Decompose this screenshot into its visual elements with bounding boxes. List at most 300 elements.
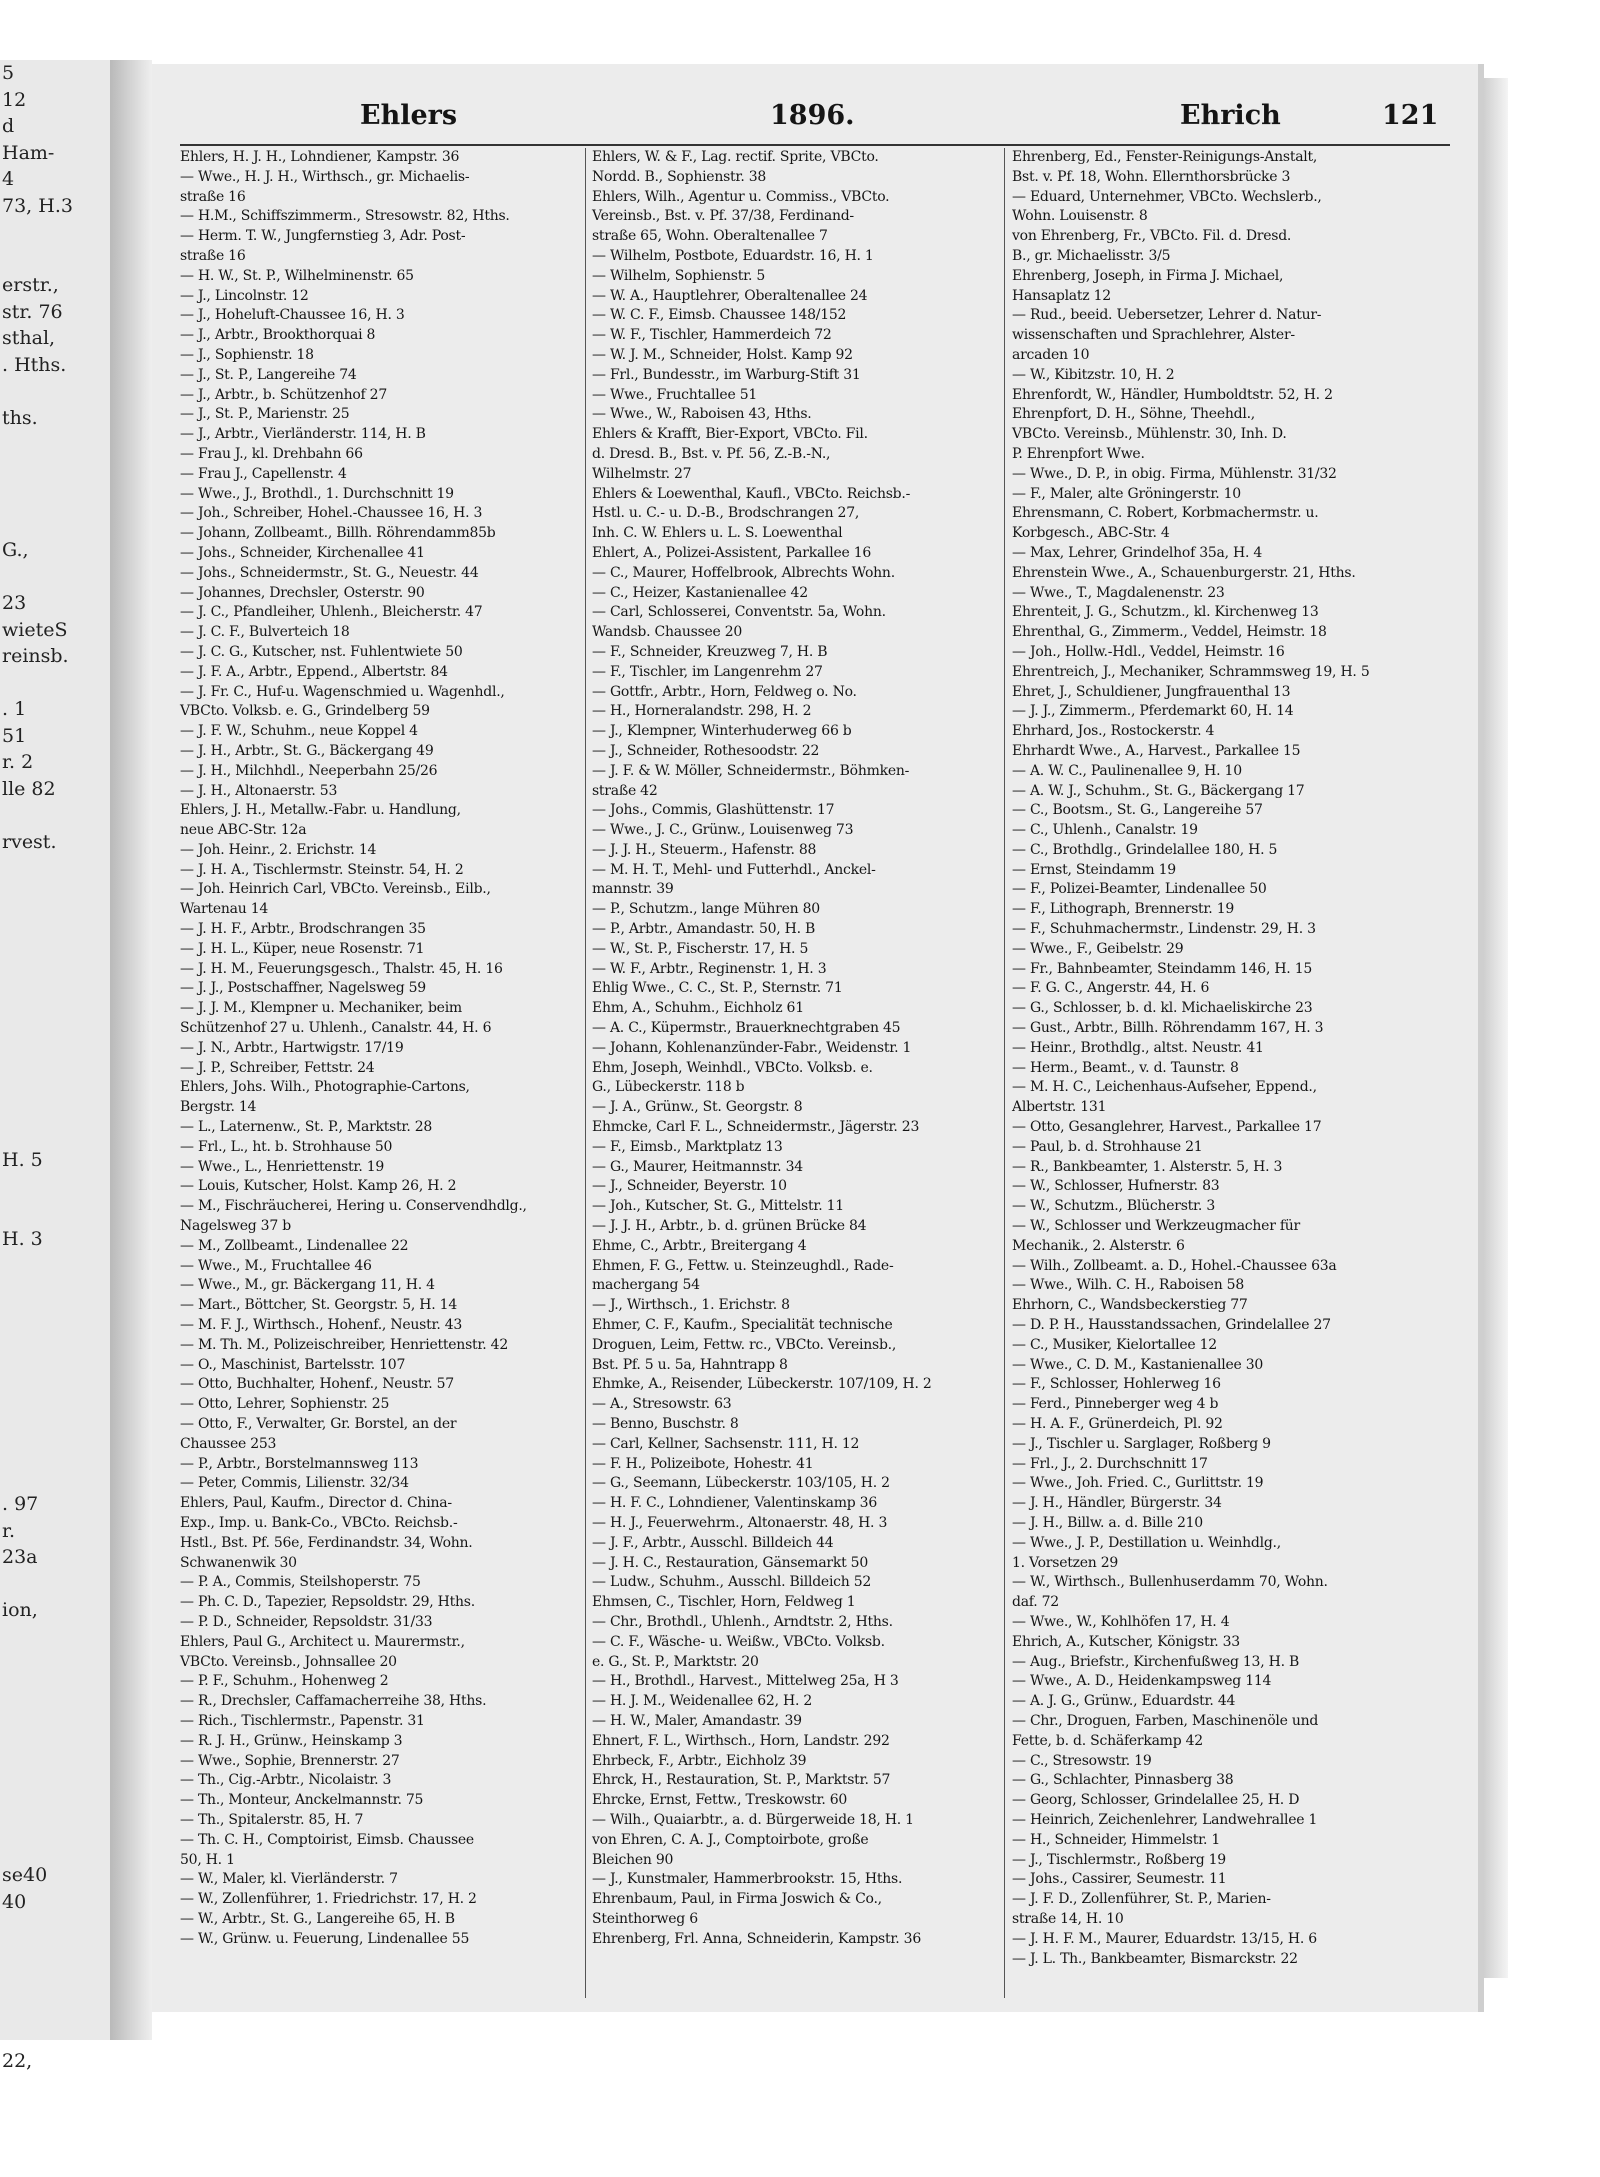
previous-page-fragment: 22, [2,2049,33,2072]
directory-entry-line: — G., Schlosser, b. d. kl. Michaeliskirche 23 [1012,1000,1313,1017]
directory-entry-line: daf. 72 [1012,1594,1059,1611]
previous-page-fragment [0,1942,110,1969]
directory-entry-line: — Wwe., W., Kohlhöfen 17, H. 4 [1012,1613,1230,1630]
directory-entry-line: — H., Brothdl., Harvest., Mittelweg 25a, H 3 [592,1673,899,1690]
directory-entry-line: — J. J. M., Klempner u. Mechaniker, beim [180,1000,462,1017]
directory-entry-line: — J., Klempner, Winterhuderweg 66 b [592,723,852,740]
previous-page-fragment [0,1385,110,1412]
directory-entry-line: Ehlers, H. J. H., Lohndiener, Kampstr. 36 [180,149,460,165]
directory-entry-line: Ehrenberg, Joseph, in Firma J. Michael, [1012,267,1284,284]
directory-entry-line: — Wwe., Sophie, Brennerstr. 27 [180,1752,400,1769]
previous-page-fragment [0,378,110,405]
directory-entry-line: — Ferd., Pinneberger weg 4 b [1012,1396,1219,1413]
directory-entry-line: — Joh., Schreiber, Hohel.-Chaussee 16, H. 3 [180,505,483,522]
directory-entry-line: — J. A., Grünw., St. Georgstr. 8 [592,1099,803,1116]
previous-page-fragment: 4 [2,168,15,190]
directory-entry-line: — Herm., Beamt., v. d. Taunstr. 8 [1012,1059,1239,1076]
directory-entry-line: Mechanik., 2. Alsterstr. 6 [1012,1237,1185,1254]
directory-entry-line: — M. F. J., Wirthsch., Hohenf., Neustr. 43 [180,1317,463,1334]
directory-entry-line: — H. J., Feuerwehrm., Altonaerstr. 48, H. 3 [592,1514,888,1531]
directory-entry-line: — W., Schlosser und Werkzeugmacher für [1012,1218,1300,1235]
directory-entry-line: — J., Kunstmaler, Hammerbrookstr. 15, Hths. [592,1871,903,1888]
previous-page-fragment: reinsb. [2,645,69,667]
directory-entry-line: — M., Zollbeamt., Lindenallee 22 [180,1237,409,1254]
directory-entry-line: Ehm, A., Schuhm., Eichholz 61 [592,1000,804,1017]
directory-entry-line: neue ABC-Str. 12a [180,822,307,839]
previous-page-fragment [0,1332,110,1359]
directory-entry-line: straße 16 [180,188,246,205]
previous-page-fragment [0,908,110,935]
previous-page-fragment [0,1968,110,1995]
directory-entry-line: — R., Drechsler, Caffamacherreihe 38, Hths. [180,1693,487,1710]
directory-entry-line: — Louis, Kutscher, Holst. Kamp 26, H. 2 [180,1178,457,1195]
directory-entry-line: Ehnert, F. L., Wirthsch., Horn, Landstr. 292 [592,1732,890,1749]
previous-page-fragment [0,1173,110,1200]
directory-entry-line: — P. D., Schneider, Repsoldstr. 31/33 [180,1613,433,1630]
directory-entry-line: Ehm, Joseph, Weinhdl., VBCto. Volksb. e. [592,1059,873,1076]
directory-entry-line: Wohn. Louisenstr. 8 [1012,208,1148,225]
directory-entry-line: — Th., Spitalerstr. 85, H. 7 [180,1811,364,1828]
directory-entry-line: Ehlers, J. H., Metallw.-Fabr. u. Handlung, [180,802,461,819]
directory-entry-line: — A. W. C., Paulinenallee 9, H. 10 [1012,762,1242,779]
directory-entry-line: Ehlig Wwe., C. C., St. P., Sternstr. 71 [592,980,843,997]
directory-entry-line: 50, H. 1 [180,1851,235,1868]
directory-entry-line: — Wwe., H. J. H., Wirthsch., gr. Michaelis- [180,168,470,185]
directory-entry-line: — Wwe., J. C., Grünw., Louisenweg 73 [592,822,854,839]
directory-entry-line: — J. H. L., Küper, neue Rosenstr. 71 [180,940,425,957]
directory-entry-line: — Th., Monteur, Anckelmannstr. 75 [180,1792,424,1809]
column-middle [592,148,992,1998]
directory-entry-line: — Rich., Tischlermstr., Papenstr. 31 [180,1712,425,1729]
previous-page-fragment: . Hths. [2,353,67,376]
previous-page-fragment: 40 [2,1890,27,1913]
directory-entry-line: — J., Hoheluft-Chaussee 16, H. 3 [180,307,405,324]
directory-entry-line: — Wwe., Wilh. C. H., Raboisen 58 [1012,1277,1244,1294]
directory-entry-line: — O., Maschinist, Bartelsstr. 107 [180,1356,406,1373]
previous-page-fragment [0,1094,110,1121]
directory-entry-line: — J., Schneider, Rothesoodstr. 22 [592,742,820,759]
directory-entry-line: Ehrenfordt, W., Händler, Humboldtstr. 52, H. 2 [1012,386,1333,403]
column-right [1012,148,1422,1998]
directory-entry-line: — Wwe., J. P., Destillation u. Weinhdlg., [1012,1534,1281,1551]
directory-entry-line: Inh. C. W. Ehlers u. L. S. Loewenthal [592,525,843,542]
previous-page-fragment [0,1041,110,1068]
directory-entry-line: — Otto, F., Verwalter, Gr. Borstel, an der [180,1416,457,1432]
directory-entry-line: Hstl., Bst. Pf. 56e, Ferdinandstr. 34, Wohn. [180,1534,473,1551]
directory-entry-line: — Frl., Bundesstr., im Warburg-Stift 31 [592,366,861,383]
directory-entry-line: Ehrhard, Jos., Rostockerstr. 4 [1012,723,1215,740]
directory-entry-line: — Heinrich, Zeichenlehrer, Landwehrallee 1 [1012,1811,1318,1828]
directory-entry-line: Ehrenbaum, Paul, in Firma Joswich & Co., [592,1891,882,1908]
directory-entry-line: — Wilhelm, Postbote, Eduardstr. 16, H. 1 [592,247,874,264]
column-left [180,148,575,1998]
directory-entry-line: — Wwe., W., Raboisen 43, Hths. [592,406,812,423]
directory-entry-line: — C., Brothdlg., Grindelallee 180, H. 5 [1012,841,1278,858]
directory-entry-line: — F., Schneider, Kreuzweg 7, H. B [592,643,828,660]
directory-entry-line: — J., Arbtr., Brookthorquai 8 [180,327,376,344]
directory-entry-line: — H.M., Schiffszimmerm., Stresowstr. 82, Hths. [180,208,510,225]
directory-entry-line: — J., Arbtr., Vierländerstr. 114, H. B [180,426,426,443]
previous-page-fragment: se40 [2,1864,48,1886]
directory-entry-line: — J. J. H., Arbtr., b. d. grünen Brücke 84 [592,1218,867,1235]
directory-entry-line: — Benno, Buschstr. 8 [592,1416,739,1432]
directory-entry-line: — Joh., Hollw.-Hdl., Veddel, Heimstr. 16 [1012,643,1285,660]
book-gutter [110,60,152,2040]
directory-entry-line: — J. J., Postschaffner, Nagelsweg 59 [180,980,426,997]
directory-entry-line: — P. F., Schuhm., Hohenweg 2 [180,1673,389,1690]
directory-entry-line: — G., Seemann, Lübeckerstr. 103/105, H. 2 [592,1475,890,1492]
directory-entry-line: — Aug., Briefstr., Kirchenfußweg 13, H. B [1012,1653,1300,1670]
directory-entry-line: — Chr., Droguen, Farben, Maschinenöle und [1012,1712,1319,1729]
previous-page-fragment [0,1465,110,1492]
directory-entry-line: — W. F., Arbtr., Reginenstr. 1, H. 3 [592,960,827,977]
directory-entry-line: Albertstr. 131 [1012,1099,1107,1116]
directory-entry-line: — Frau J., kl. Drehbahn 66 [180,445,363,462]
directory-entry-line: — Johs., Commis, Glashüttenstr. 17 [592,802,835,819]
directory-entry-line: — Th., Cig.-Arbtr., Nicolaistr. 3 [180,1772,392,1789]
directory-entry-line: — Frl., L., ht. b. Strohhause 50 [180,1138,393,1155]
previous-page-fragment: rvest. [2,830,57,853]
directory-entry-line: — J. J., Zimmerm., Pferdemarkt 60, H. 14 [1012,703,1294,720]
directory-entry-line: — J., Arbtr., b. Schützenhof 27 [180,386,387,403]
header-year: 1896. [770,100,855,131]
directory-entry-line: — W. J. M., Schneider, Holst. Kamp 92 [592,346,853,363]
directory-entry-line: — J. H. A., Tischlermstr. Steinstr. 54, H. 2 [180,861,464,878]
directory-entry-line: — Otto, Gesanglehrer, Harvest., Parkallee 17 [1012,1119,1322,1136]
previous-page-fragment [0,988,110,1015]
directory-entry-line: — R. J. H., Grünw., Heinskamp 3 [180,1732,403,1749]
previous-page-fragment [0,855,110,882]
directory-entry-line: — J., Tischlermstr., Roßberg 19 [1012,1851,1226,1868]
directory-entry-line: — W., St. P., Fischerstr. 17, H. 5 [592,940,809,957]
previous-page-fragment [0,1995,110,2022]
directory-entry-line: — Johs., Cassirer, Seumestr. 11 [1012,1871,1227,1888]
previous-page-fragment: d [2,115,15,137]
previous-page-fragment [0,1412,110,1439]
directory-entry-line: straße 42 [592,782,658,799]
directory-entry-line: — H., Schneider, Himmelstr. 1 [1012,1831,1221,1848]
directory-entry-line: — Chr., Brothdl., Uhlenh., Arndtstr. 2, Hths. [592,1613,893,1630]
directory-entry-line: — Th. C. H., Comptoirist, Eimsb. Chaussee [180,1831,474,1848]
directory-entry-line: — J. C., Pfandleiher, Uhlenh., Bleicherstr. 47 [180,604,483,621]
previous-page-fragment: 73, H.3 [2,194,73,217]
previous-page-fragment: 23a [2,1546,38,1568]
directory-entry-line: von Ehrenberg, Fr., VBCto. Fil. d. Dresd. [1012,228,1292,245]
directory-entry-line: — F. H., Polizeibote, Hohestr. 41 [592,1455,814,1472]
directory-entry-line: — J. H., Billw. a. d. Bille 210 [1012,1514,1203,1531]
directory-entry-line: Ehmcke, Carl F. L., Schneidermstr., Jägerstr. 23 [592,1119,920,1136]
directory-entry-line: — W., Wirthsch., Bullenhuserdamm 70, Wohn. [1012,1574,1328,1591]
directory-entry-line: — J. C. G., Kutscher, nst. Fuhlentwiete 50 [180,643,463,660]
previous-page-fragment [0,935,110,962]
directory-entry-line: P. Ehrenpfort Wwe. [1012,445,1145,462]
directory-entry-line: — J., Lincolnstr. 12 [180,287,309,304]
previous-page-fragment [0,1756,110,1783]
directory-entry-line: — W., Arbtr., St. G., Langereihe 65, H. B [180,1910,455,1927]
directory-entry-line: — Max, Lehrer, Grindelhof 35a, H. 4 [1012,544,1263,561]
directory-entry-line: — P., Schutzm., lange Mühren 80 [592,901,820,918]
previous-page-fragment [0,2021,110,2048]
directory-entry-line: — F., Polizei-Beamter, Lindenallee 50 [1012,881,1267,898]
directory-entry-line: Ehrenstein Wwe., A., Schauenburgerstr. 21, Hths. [1012,564,1356,581]
directory-entry-line: Ehrentreich, J., Mechaniker, Schrammsweg 19, H. 5 [1012,663,1370,680]
previous-page-fragment [0,882,110,909]
directory-entry-line: — P., Arbtr., Amandastr. 50, H. B [592,921,816,938]
directory-entry-line: Ehrbeck, F., Arbtr., Eichholz 39 [592,1752,807,1769]
previous-page-fragment [0,1067,110,1094]
previous-page-fragment [0,511,110,538]
directory-entry-line: Ehlers, Paul G., Architect u. Maurermstr., [180,1633,465,1650]
directory-entry-line: VBCto. Vereinsb., Johnsallee 20 [180,1653,397,1670]
directory-entry-line: — C., Uhlenh., Canalstr. 19 [1012,822,1198,839]
directory-entry-line: — Frl., J., 2. Durchschnitt 17 [1012,1455,1208,1472]
directory-entry-line: Ehlers, Johs. Wilh., Photographie-Cartons, [180,1079,470,1096]
directory-entry-line: — W. F., Tischler, Hammerdeich 72 [592,327,832,344]
page-number: 121 [1382,100,1439,131]
previous-page-fragment [0,431,110,458]
directory-entry-line: — W., Schutzm., Blücherstr. 3 [1012,1198,1215,1215]
directory-entry-line: — M. H. T., Mehl- und Futterhdl., Anckel- [592,861,876,878]
directory-entry-line: — W. C. F., Eimsb. Chaussee 148/152 [592,307,847,324]
directory-entry-line: — Johann, Kohlenanzünder-Fabr., Weidenstr. 1 [592,1039,912,1056]
directory-entry-line: — J. H., Händler, Bürgerstr. 34 [1012,1495,1222,1512]
directory-entry-line: — R., Bankbeamter, 1. Alsterstr. 5, H. 3 [1012,1158,1283,1175]
directory-entry-line: Bst. v. Pf. 18, Wohn. Ellernthorsbrücke 3 [1012,168,1291,185]
directory-entry-line: — H. A. F., Grünerdeich, Pl. 92 [1012,1416,1223,1432]
directory-entry-line: Ehlers, Paul, Kaufm., Director d. China- [180,1495,452,1512]
directory-entry-line: Ehmer, C. F., Kaufm., Specialität technische [592,1317,893,1334]
directory-entry-line: — J. P., Schreiber, Fettstr. 24 [180,1059,375,1076]
directory-entry-line: Ehmke, A., Reisender, Lübeckerstr. 107/109, H. 2 [592,1376,932,1393]
previous-page-fragment: 5 [2,62,15,84]
directory-entry-line: Wartenau 14 [180,901,269,918]
directory-entry-line: — Otto, Buchhalter, Hohenf., Neustr. 57 [180,1376,454,1393]
directory-entry-line: — W. A., Hauptlehrer, Oberaltenallee 24 [592,287,868,304]
directory-entry-line: — H. F. C., Lohndiener, Valentinskamp 36 [592,1495,877,1512]
directory-entry-line: — J. F., Arbtr., Ausschl. Billdeich 44 [592,1534,834,1551]
directory-page [152,64,1484,2012]
directory-entry-line: Wandsb. Chaussee 20 [592,624,743,641]
directory-entry-line: e. G., St. P., Marktstr. 20 [592,1653,759,1670]
directory-entry-line: — Ph. C. D., Tapezier, Repsoldstr. 29, Hths. [180,1594,475,1611]
directory-entry-line: — Wwe., M., Fruchtallee 46 [180,1257,372,1274]
previous-page-fragment: G., [2,539,29,561]
previous-page-fragment [0,484,110,511]
directory-entry-line: Hansaplatz 12 [1012,287,1111,304]
directory-entry-line: — F., Schuhmachermstr., Lindenstr. 29, H. 3 [1012,921,1316,938]
directory-entry-line: — F., Eimsb., Marktplatz 13 [592,1138,783,1155]
directory-entry-line: — Fr., Bahnbeamter, Steindamm 146, H. 15 [1012,960,1313,977]
directory-entry-line: straße 16 [180,247,246,264]
directory-entry-line: — J. N., Arbtr., Hartwigstr. 17/19 [180,1039,404,1056]
directory-entry-line: Ehrenteit, J. G., Schutzm., kl. Kirchenweg 13 [1012,604,1319,621]
directory-entry-line: — Wilh., Zollbeamt. a. D., Hohel.-Chaussee 63a [1012,1257,1337,1274]
directory-entry-line: von Ehren, C. A. J., Comptoirbote, große [592,1831,869,1848]
directory-entry-line: — J. C. F., Bulverteich 18 [180,624,350,641]
directory-entry-line: — F., Lithograph, Brennerstr. 19 [1012,901,1235,918]
directory-entry-line: — J., Tischler u. Sarglager, Roßberg 9 [1012,1435,1271,1452]
directory-entry-line: — J. H. C., Restauration, Gänsemarkt 50 [592,1554,868,1571]
directory-entry-line: — Carl, Kellner, Sachsenstr. 111, H. 12 [592,1435,860,1452]
directory-entry-line: — J. H. M., Feuerungsgesch., Thalstr. 45, H. 16 [180,960,503,977]
directory-entry-line: — C., Bootsm., St. G., Langereihe 57 [1012,802,1263,819]
directory-entry-line: Ehlers & Loewenthal, Kaufl., VBCto. Reichsb.- [592,485,911,502]
directory-entry-line: — D. P. H., Hausstandssachen, Grindelallee 27 [1012,1317,1331,1334]
directory-entry-line: — Wwe., J., Brothdl., 1. Durchschnitt 19 [180,485,454,502]
directory-entry-line: Hstl. u. C.- u. D.-B., Brodschrangen 27, [592,505,860,522]
previous-page-fragment: lle 82 [2,777,56,800]
previous-page-fragment [0,1200,110,1227]
directory-entry-line: Ehrenberg, Frl. Anna, Schneiderin, Kampstr. 36 [592,1930,921,1947]
previous-page-fragment [0,1730,110,1757]
directory-entry-line: — Eduard, Unternehmer, VBCto. Wechslerb., [1012,188,1322,205]
previous-page-fragment [0,1359,110,1386]
directory-entry-line: Bleichen 90 [592,1851,674,1868]
previous-page-fragment: 23 [2,592,27,614]
directory-entry-line: — J., St. P., Marienstr. 25 [180,406,350,423]
directory-entry-line: — L., Laternenw., St. P., Marktstr. 28 [180,1119,433,1136]
directory-entry-line: G., Lübeckerstr. 118 b [592,1079,745,1096]
directory-entry-line: Schwanenwik 30 [180,1554,297,1571]
directory-entry-line: — J., Sophienstr. 18 [180,346,314,363]
directory-entry-line: Korbgesch., ABC-Str. 4 [1012,525,1170,542]
directory-entry-line: Ehrich, A., Kutscher, Königstr. 33 [1012,1633,1240,1650]
directory-entry-line: — H. W., St. P., Wilhelminenstr. 65 [180,267,414,284]
directory-entry-line: — J. F. D., Zollenführer, St. P., Marien- [1012,1891,1271,1908]
directory-entry-line: — F., Tischler, im Langenrehm 27 [592,663,823,680]
directory-entry-line: — Frau J., Capellenstr. 4 [180,465,347,482]
directory-entry-line: machergang 54 [592,1277,700,1294]
directory-entry-line: straße 14, H. 10 [1012,1910,1124,1927]
directory-entry-line: — H. W., Maler, Amandastr. 39 [592,1712,802,1729]
directory-entry-line: — C., Maurer, Hoffelbrook, Albrechts Wohn. [592,564,895,581]
header-right-keyword: Ehrich [1180,100,1281,131]
previous-page-fragment: H. 5 [2,1148,43,1171]
directory-entry-line: — J. F. A., Arbtr., Eppend., Albertstr. 84 [180,663,448,680]
previous-page-fragment: sthal, [2,327,56,349]
directory-entry-line: Ehrhardt Wwe., A., Harvest., Parkallee 15 [1012,742,1301,759]
directory-entry-line: Ehmen, F. G., Fettw. u. Steinzeughdl., Rade- [592,1257,894,1274]
directory-entry-line: Exp., Imp. u. Bank-Co., VBCto. Reichsb.- [180,1514,458,1531]
directory-entry-line: Ehrhorn, C., Wandsbeckerstieg 77 [1012,1297,1248,1314]
directory-entry-line: — Ernst, Steindamm 19 [1012,861,1176,878]
directory-entry-line: — C., Musiker, Kielortallee 12 [1012,1336,1217,1353]
directory-entry-line: — A. C., Küpermstr., Brauerknechtgraben 45 [592,1020,901,1037]
directory-entry-line: — Johannes, Drechsler, Osterstr. 90 [180,584,425,601]
running-header [180,100,1450,146]
directory-entry-line: Droguen, Leim, Fettw. rc., VBCto. Vereinsb., [592,1336,897,1353]
directory-entry-line: — J. H. F., Arbtr., Brodschrangen 35 [180,921,426,938]
directory-entry-line: 1. Vorsetzen 29 [1012,1554,1119,1571]
previous-page-fragment [0,564,110,591]
directory-entry-line: — Johs., Schneidermstr., St. G., Neuestr. 44 [180,564,479,581]
directory-entry-line: — H. J. M., Weidenallee 62, H. 2 [592,1693,812,1710]
directory-entry-line: Vereinsb., Bst. v. Pf. 37/38, Ferdinand- [592,208,854,225]
previous-page-fragment [0,1677,110,1704]
directory-entry-line: — G., Maurer, Heitmannstr. 34 [592,1158,803,1175]
directory-entry-line: — J. H., Arbtr., St. G., Bäckergang 49 [180,742,434,759]
directory-entry-line: — J. H., Altonaerstr. 53 [180,782,338,799]
directory-entry-line: — G., Schlachter, Pinnasberg 38 [1012,1772,1234,1789]
directory-entry-line: Nordd. B., Sophienstr. 38 [592,168,767,185]
directory-entry-line: wissenschaften und Sprachlehrer, Alster- [1012,327,1295,344]
directory-entry-line: VBCto. Vereinsb., Mühlenstr. 30, Inh. D. [1012,426,1287,443]
directory-entry-line: — J. L. Th., Bankbeamter, Bismarckstr. 22 [1012,1950,1298,1967]
directory-entry-line: — Joh. Heinrich Carl, VBCto. Vereinsb., Eilb., [180,881,491,898]
directory-entry-line: — Carl, Schlosserei, Conventstr. 5a, Wohn. [592,604,886,621]
directory-entry-line: Fette, b. d. Schäferkamp 42 [1012,1732,1203,1749]
directory-entry-line: — W., Schlosser, Hufnerstr. 83 [1012,1178,1220,1195]
directory-entry-line: — M. Th. M., Polizeischreiber, Henriettenstr. 42 [180,1336,508,1353]
directory-entry-line: — Heinr., Brothdlg., altst. Neustr. 41 [1012,1039,1264,1056]
directory-entry-line: VBCto. Volksb. e. G., Grindelberg 59 [180,703,430,720]
directory-entry-line: Ehrck, H., Restauration, St. P., Marktstr. 57 [592,1772,891,1789]
directory-entry-line: — Wilh., Quaiarbtr., a. d. Bürgerweide 18, H. 1 [592,1811,914,1828]
directory-entry-line: — J. F. W., Schuhm., neue Koppel 4 [180,723,418,740]
directory-entry-line: — F., Maler, alte Gröningerstr. 10 [1012,485,1241,502]
directory-entry-line: — Mart., Böttcher, St. Georgstr. 5, H. 14 [180,1297,457,1314]
directory-entry-line: Ehrensmann, C. Robert, Korbmachermstr. u. [1012,505,1319,522]
directory-entry-line: B., gr. Michaelisstr. 3/5 [1012,247,1171,264]
directory-entry-line: — M. H. C., Leichenhaus-Aufseher, Eppend., [1012,1079,1317,1096]
directory-entry-line: straße 65, Wohn. Oberaltenallee 7 [592,228,828,245]
previous-page-fragment: . 97 [2,1493,39,1515]
directory-entry-line: — Otto, Lehrer, Sophienstr. 25 [180,1396,390,1413]
previous-page-fragment: . 1 [2,698,27,720]
directory-entry-line: — Joh., Kutscher, St. G., Mittelstr. 11 [592,1198,844,1215]
previous-page-fragment: Ham- [2,141,55,164]
previous-page-fragment [0,1809,110,1836]
directory-entry-line: — J. H., Milchhdl., Neeperbahn 25/26 [180,762,438,779]
previous-page-fragment [0,458,110,485]
previous-page-fragment [0,1438,110,1465]
directory-entry-line: Ehrenberg, Ed., Fenster-Reinigungs-Anstalt, [1012,149,1318,165]
directory-entry-line: — W., Zollenführer, 1. Friedrichstr. 17, H. 2 [180,1891,477,1908]
directory-entry-line: Wilhelmstr. 27 [592,465,692,482]
previous-page-fragment [0,1836,110,1863]
directory-entry-line: Ehmsen, C., Tischler, Horn, Feldweg 1 [592,1594,856,1611]
page-stack-edge [1484,78,1508,1978]
directory-entry-line: — J., Wirthsch., 1. Erichstr. 8 [592,1297,790,1314]
directory-entry-line: — J. J. H., Steuerm., Hafenstr. 88 [592,841,817,858]
previous-page-fragment: ion, [2,1599,38,1621]
directory-entry-line: — Paul, b. d. Strohhause 21 [1012,1138,1203,1155]
header-left-keyword: Ehlers [360,100,458,131]
directory-entry-line: — W., Kibitzstr. 10, H. 2 [1012,366,1175,383]
directory-entry-line: arcaden 10 [1012,346,1090,363]
directory-entry-line: — Wwe., M., gr. Bäckergang 11, H. 4 [180,1277,435,1294]
previous-page-fragment: wieteS [2,618,68,641]
previous-page-fragment [0,961,110,988]
directory-entry-line: — Wwe., C. D. M., Kastanienallee 30 [1012,1356,1264,1373]
previous-page-fragment [0,1306,110,1333]
directory-entry-line: — Wwe., F., Geibelstr. 29 [1012,940,1184,957]
previous-page-fragment [0,1120,110,1147]
directory-entry-line: — Wwe., A. D., Heidenkampsweg 114 [1012,1673,1272,1690]
directory-entry-line: — J. Fr. C., Huf-u. Wagenschmied u. Wagenhdl., [180,683,505,700]
directory-entry-line: — P., Arbtr., Borstelmannsweg 113 [180,1455,419,1472]
directory-entry-line: Ehlers, W. & F., Lag. rectif. Sprite, VBCto. [592,149,879,165]
directory-entry-line: — F., Schlosser, Hohlerweg 16 [1012,1376,1221,1393]
directory-entry-line: — W., Maler, kl. Vierländerstr. 7 [180,1871,398,1888]
previous-page-fragment [0,1571,110,1598]
directory-entry-line: Ehme, C., Arbtr., Breitergang 4 [592,1237,807,1254]
directory-entry-line: — J., St. P., Langereihe 74 [180,366,357,383]
directory-entry-line: Ehrcke, Ernst, Fettw., Treskowstr. 60 [592,1792,848,1809]
directory-entry-line: Ehlers, Wilh., Agentur u. Commiss., VBCto. [592,188,890,205]
directory-entry-line: — J., Schneider, Beyerstr. 10 [592,1178,787,1195]
directory-entry-line: Schützenhof 27 u. Uhlenh., Canalstr. 44, H. 6 [180,1020,492,1037]
